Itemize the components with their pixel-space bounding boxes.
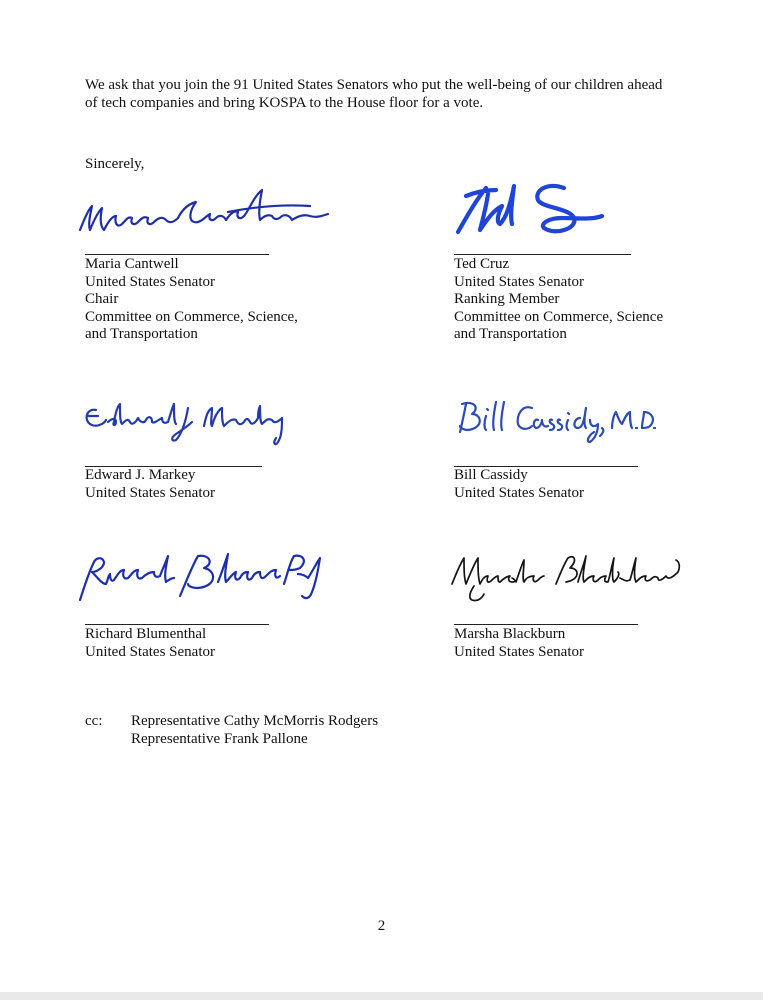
signature-stroke-3 — [284, 556, 320, 598]
signature-line-5 — [85, 624, 269, 625]
signer-block-marsha-blackburn — [454, 626, 584, 661]
signer-title: United States Senator — [85, 484, 215, 501]
cc-label: cc: — [85, 713, 103, 729]
signature-line-6 — [454, 624, 638, 625]
signer-block-ted-cruz — [454, 256, 663, 344]
signer-title: United States Senator — [454, 484, 584, 501]
signer-block-edward-markey — [85, 467, 215, 502]
signer-committee: Committee on Commerce, Science, — [85, 308, 298, 325]
signature-stroke-2 — [228, 205, 310, 212]
cc-recipient: Representative Frank Pallone — [131, 730, 308, 747]
signature-stroke-2 — [180, 554, 280, 596]
signature-stroke — [452, 558, 544, 584]
signature-stroke — [80, 556, 174, 600]
signature-stroke-3 — [556, 556, 679, 584]
signer-title: United States Senator — [85, 273, 215, 290]
signature-stroke-2 — [518, 407, 604, 442]
viewer-bottom-edge — [0, 992, 763, 1000]
page-number: 2 — [377, 918, 386, 934]
signer-role: Ranking Member — [454, 291, 560, 307]
signature-stroke-2 — [470, 586, 484, 601]
signature-marsha-blackburn — [448, 550, 683, 606]
cc-recipients — [131, 713, 378, 748]
signature-line-1 — [85, 254, 269, 255]
signature-line-2 — [454, 254, 631, 255]
signer-name: Marsha Blackburn — [454, 626, 566, 642]
signer-title: United States Senator — [454, 643, 584, 660]
signature-stroke-2 — [537, 186, 602, 231]
signer-committee-cont: and Transportation — [454, 326, 567, 342]
signer-name: Ted Cruz — [454, 256, 510, 272]
signature-stroke-3 — [612, 412, 655, 428]
signer-block-maria-cantwell — [85, 256, 298, 344]
signature-richard-blumenthal — [76, 548, 326, 608]
paragraph-line-1: We ask that you join the 91 United States Senators who put the well-being of our children ahead — [85, 77, 663, 93]
signer-block-richard-blumenthal — [85, 626, 215, 661]
signer-name: Bill Cassidy — [454, 467, 528, 483]
signature-stroke — [80, 190, 328, 230]
closing: Sincerely, — [85, 156, 145, 172]
signature-ted-cruz — [452, 178, 612, 242]
signer-role: Chair — [85, 291, 119, 307]
signature-stroke — [458, 186, 514, 232]
signer-name: Richard Blumenthal — [85, 626, 207, 642]
body-paragraph — [85, 77, 662, 112]
cc-recipient: Representative Cathy McMorris Rodgers — [131, 713, 379, 729]
signature-stroke-3 — [204, 406, 282, 444]
signer-title: United States Senator — [454, 273, 584, 290]
signature-stroke — [87, 404, 176, 426]
signer-name: Edward J. Markey — [85, 467, 196, 483]
signer-block-bill-cassidy — [454, 467, 584, 502]
signer-title: United States Senator — [85, 643, 215, 660]
signature-maria-cantwell — [78, 186, 333, 238]
signer-name: Maria Cantwell — [85, 256, 179, 272]
signature-stroke — [460, 402, 504, 432]
signature-edward-markey — [82, 400, 297, 448]
paragraph-line-2: of tech companies and bring KOSPA to the House floor for a vote. — [85, 94, 484, 111]
signature-bill-cassidy — [454, 398, 659, 448]
signer-committee-cont: and Transportation — [85, 326, 198, 342]
signer-committee: Committee on Commerce, Science — [454, 308, 664, 325]
